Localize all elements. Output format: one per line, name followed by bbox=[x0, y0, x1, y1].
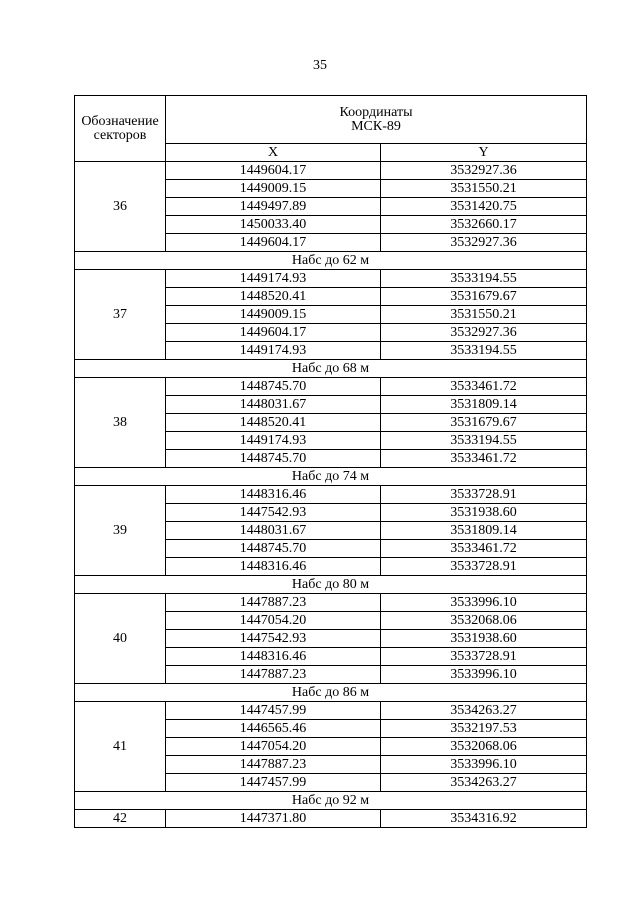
height-note-row bbox=[75, 684, 587, 702]
x-coordinate-cell: 1447887.23 bbox=[166, 666, 381, 684]
y-coordinate-cell: 3532927.36 bbox=[381, 234, 587, 252]
sector-id: 40 bbox=[75, 594, 166, 684]
x-coordinate-cell: 1449174.93 bbox=[166, 270, 381, 288]
sector-id: 37 bbox=[75, 270, 166, 360]
x-coordinate-cell: 1447542.93 bbox=[166, 630, 381, 648]
y-coordinate-cell: 3533194.55 bbox=[381, 432, 587, 450]
sector-id: 42 bbox=[75, 810, 166, 828]
x-coordinate-cell: 1448520.41 bbox=[166, 414, 381, 432]
x-coordinate-cell: 1447887.23 bbox=[166, 756, 381, 774]
y-coordinate-cell: 3534263.27 bbox=[381, 702, 587, 720]
x-coordinate-cell: 1449497.89 bbox=[166, 198, 381, 216]
x-coordinate-cell: 1446565.46 bbox=[166, 720, 381, 738]
x-coordinate-cell: 1449174.93 bbox=[166, 342, 381, 360]
y-coordinate-cell: 3534316.92 bbox=[381, 810, 587, 828]
sector-id: 39 bbox=[75, 486, 166, 576]
sector-id: 41 bbox=[75, 702, 166, 792]
y-coordinate-cell: 3531938.60 bbox=[381, 504, 587, 522]
y-coordinate-cell: 3531550.21 bbox=[381, 306, 587, 324]
y-coordinate-cell: 3533728.91 bbox=[381, 558, 587, 576]
height-note-row bbox=[75, 252, 587, 270]
x-coordinate-cell: 1447054.20 bbox=[166, 738, 381, 756]
height-note-row bbox=[75, 468, 587, 486]
x-coordinate-cell: 1447457.99 bbox=[166, 774, 381, 792]
height-note: Набс до 62 м bbox=[75, 252, 587, 270]
x-header: X bbox=[166, 144, 381, 162]
height-note-row bbox=[75, 576, 587, 594]
coordinates-title: Координаты bbox=[339, 104, 413, 120]
y-coordinate-cell: 3532927.36 bbox=[381, 162, 587, 180]
height-note: Набс до 74 м bbox=[75, 468, 587, 486]
y-coordinate-cell: 3532068.06 bbox=[381, 738, 587, 756]
x-coordinate-cell: 1447542.93 bbox=[166, 504, 381, 522]
table-header bbox=[75, 96, 587, 162]
y-coordinate-cell: 3531679.67 bbox=[381, 288, 587, 306]
height-note: Набс до 86 м bbox=[75, 684, 587, 702]
y-coordinate-cell: 3531809.14 bbox=[381, 396, 587, 414]
y-coordinate-cell: 3533996.10 bbox=[381, 666, 587, 684]
table-row bbox=[75, 702, 587, 720]
y-coordinate-cell: 3531679.67 bbox=[381, 414, 587, 432]
table-row bbox=[75, 486, 587, 504]
table-row bbox=[75, 594, 587, 612]
x-coordinate-cell: 1448316.46 bbox=[166, 486, 381, 504]
x-coordinate-cell: 1447371.80 bbox=[166, 810, 381, 828]
y-coordinate-cell: 3533461.72 bbox=[381, 540, 587, 558]
x-coordinate-cell: 1449604.17 bbox=[166, 234, 381, 252]
y-coordinate-cell: 3533461.72 bbox=[381, 450, 587, 468]
y-header: Y bbox=[381, 144, 587, 162]
coordinate-system-label: МСК-89 bbox=[351, 118, 401, 134]
x-coordinate-cell: 1448745.70 bbox=[166, 378, 381, 396]
y-coordinate-cell: 3533728.91 bbox=[381, 486, 587, 504]
y-coordinate-cell: 3533194.55 bbox=[381, 270, 587, 288]
y-coordinate-cell: 3531938.60 bbox=[381, 630, 587, 648]
x-coordinate-cell: 1448316.46 bbox=[166, 558, 381, 576]
y-coordinate-cell: 3532068.06 bbox=[381, 612, 587, 630]
table-row bbox=[75, 378, 587, 396]
x-coordinate-cell: 1449174.93 bbox=[166, 432, 381, 450]
height-note-row bbox=[75, 792, 587, 810]
height-note: Набс до 68 м bbox=[75, 360, 587, 378]
x-coordinate-cell: 1447054.20 bbox=[166, 612, 381, 630]
x-coordinate-cell: 1449604.17 bbox=[166, 324, 381, 342]
x-coordinate-cell: 1449604.17 bbox=[166, 162, 381, 180]
y-coordinate-cell: 3532927.36 bbox=[381, 324, 587, 342]
x-coordinate-cell: 1448031.67 bbox=[166, 522, 381, 540]
coordinates-table bbox=[74, 95, 587, 828]
sector-header: Обозначение секторов bbox=[75, 96, 166, 162]
x-coordinate-cell: 1449009.15 bbox=[166, 306, 381, 324]
y-coordinate-cell: 3533194.55 bbox=[381, 342, 587, 360]
y-coordinate-cell: 3533996.10 bbox=[381, 756, 587, 774]
sector-id: 38 bbox=[75, 378, 166, 468]
x-coordinate-cell: 1448316.46 bbox=[166, 648, 381, 666]
height-note-row bbox=[75, 360, 587, 378]
y-coordinate-cell: 3532660.17 bbox=[381, 216, 587, 234]
y-coordinate-cell: 3531809.14 bbox=[381, 522, 587, 540]
y-coordinate-cell: 3531550.21 bbox=[381, 180, 587, 198]
table-row bbox=[75, 162, 587, 180]
x-coordinate-cell: 1448745.70 bbox=[166, 450, 381, 468]
y-coordinate-cell: 3532197.53 bbox=[381, 720, 587, 738]
x-coordinate-cell: 1450033.40 bbox=[166, 216, 381, 234]
y-coordinate-cell: 3533996.10 bbox=[381, 594, 587, 612]
coordinates-header bbox=[166, 96, 587, 144]
x-coordinate-cell: 1449009.15 bbox=[166, 180, 381, 198]
x-coordinate-cell: 1448745.70 bbox=[166, 540, 381, 558]
y-coordinate-cell: 3533461.72 bbox=[381, 378, 587, 396]
y-coordinate-cell: 3533728.91 bbox=[381, 648, 587, 666]
x-coordinate-cell: 1447457.99 bbox=[166, 702, 381, 720]
x-coordinate-cell: 1448031.67 bbox=[166, 396, 381, 414]
x-coordinate-cell: 1448520.41 bbox=[166, 288, 381, 306]
table-body bbox=[75, 162, 587, 828]
table-row bbox=[75, 810, 587, 828]
height-note: Набс до 92 м bbox=[75, 792, 587, 810]
page-number: 35 bbox=[313, 58, 327, 73]
y-coordinate-cell: 3531420.75 bbox=[381, 198, 587, 216]
x-coordinate-cell: 1447887.23 bbox=[166, 594, 381, 612]
sector-id: 36 bbox=[75, 162, 166, 252]
height-note: Набс до 80 м bbox=[75, 576, 587, 594]
table-row bbox=[75, 270, 587, 288]
y-coordinate-cell: 3534263.27 bbox=[381, 774, 587, 792]
